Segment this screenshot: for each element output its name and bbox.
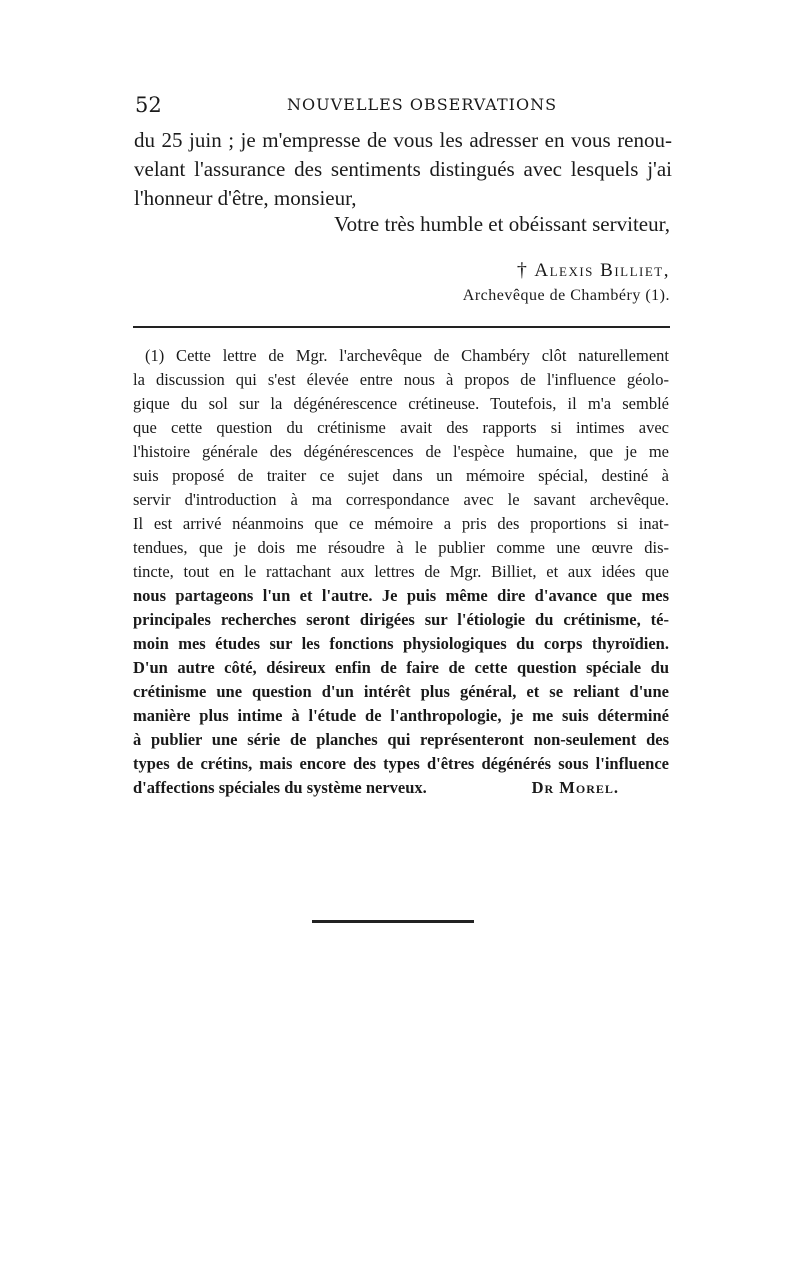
end-ornament-rule	[312, 920, 474, 923]
footnote-line: à publier une série de planches qui représenteront non-seulement des	[133, 730, 669, 749]
footnote-divider	[133, 326, 670, 328]
footnote-line: manière plus intime à l'étude de l'anthropologie, je me suis déterminé	[133, 706, 669, 725]
footnote-line: tendues, que je dois me résoudre à le publier comme une œuvre dis-	[133, 538, 669, 557]
footnote-line: D'un autre côté, désireux enfin de faire de cette question spéciale du	[133, 658, 669, 677]
running-head: NOUVELLES OBSERVATIONS	[287, 95, 558, 114]
footnote-line: que cette question du crétinisme avait des rapports si intimes avec	[133, 418, 669, 437]
footnote-line: l'histoire générale des dégénérescences de l'espèce humaine, que je me	[133, 442, 669, 461]
footnote-line: crétinisme une question d'un intérêt plus général, et se reliant d'une	[133, 682, 669, 701]
footnote-line: principales recherches seront dirigées sur l'étiologie du crétinisme, té-	[133, 610, 669, 629]
page-number: 52	[135, 93, 162, 117]
footnote-line: moin mes études sur les fonctions physiologiques du corps thyroïdien.	[133, 634, 669, 653]
letter-closing: Votre très humble et obéissant serviteur,	[334, 212, 670, 236]
body-line-1: du 25 juin ; je m'empresse de vous les adresser en vous renou-	[134, 128, 672, 152]
signature-name: Alexis Billiet,	[534, 260, 670, 281]
body-line-2: velant l'assurance des sentiments distingués avec lesquels j'ai	[134, 157, 672, 181]
footnote-line: la discussion qui s'est élevée entre nous à propos de l'influence géolo-	[133, 370, 669, 389]
cross-icon: †	[516, 259, 529, 281]
signature-name-line	[400, 256, 670, 285]
body-line-3: l'honneur d'être, monsieur,	[134, 186, 357, 210]
footnote-author: Dr Morel.	[531, 778, 619, 797]
signature-title: Archevêque de Chambéry (1).	[462, 287, 670, 304]
footnote-line: (1) Cette lettre de Mgr. l'archevêque de Chambéry clôt naturellement	[145, 346, 669, 365]
footnote	[133, 344, 669, 800]
letter-body	[134, 126, 672, 213]
footnote-line: tincte, tout en le rattachant aux lettres de Mgr. Billiet, et aux idées que	[133, 562, 669, 581]
footnote-line: nous partageons l'un et l'autre. Je puis même dire d'avance que mes	[133, 586, 669, 605]
page-header	[135, 92, 670, 118]
footnote-line: gique du sol sur la dégénérescence crétineuse. Toutefois, il m'a semblé	[133, 394, 669, 413]
footnote-line: types de crétins, mais encore des types d'êtres dégénérés sous l'influence	[133, 754, 669, 773]
footnote-line: servir d'introduction à ma correspondance avec le savant archevêque.	[133, 490, 669, 509]
footnote-line: suis proposé de traiter ce sujet dans un mémoire spécial, destiné à	[133, 466, 669, 485]
footnote-last-line	[133, 776, 669, 800]
footnote-last-text: d'affections spéciales du système nerveux.	[133, 778, 427, 797]
footnote-line: Il est arrivé néanmoins que ce mémoire a pris des proportions si inat-	[133, 514, 669, 533]
signature-block	[400, 256, 670, 307]
